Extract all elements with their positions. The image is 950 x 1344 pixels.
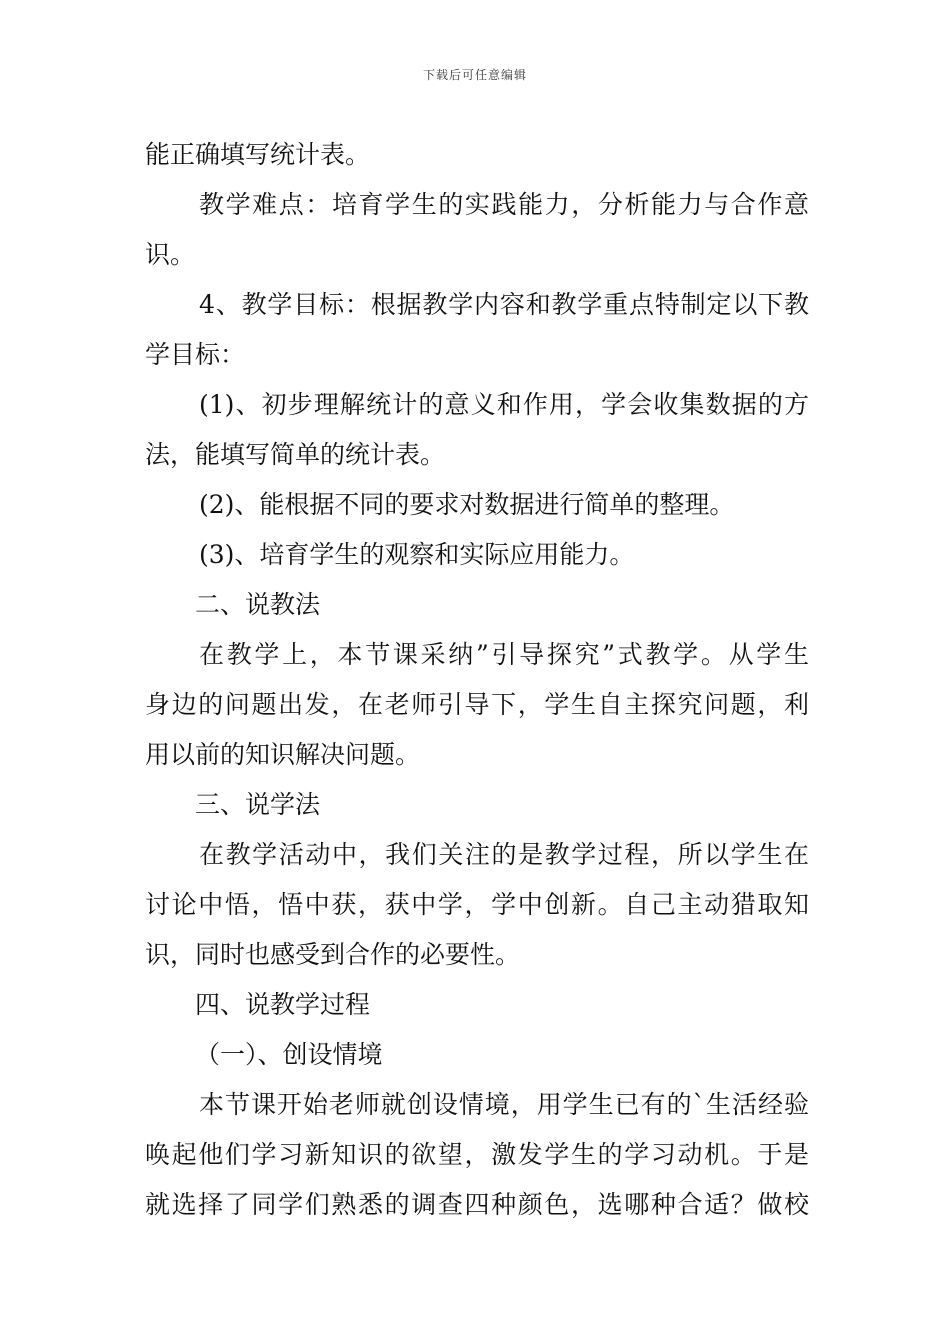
- body-line: 识，同时也感受到合作的必要性。: [145, 940, 521, 969]
- body-line: 唤起他们学习新知识的欲望，激发学生的学习动机。于是: [145, 1140, 809, 1169]
- section-heading: 二、说教法: [195, 590, 321, 619]
- section-heading: 三、说学法: [195, 790, 321, 819]
- body-line: 4、教学目标：根据教学内容和教学重点特制定以下教: [199, 290, 809, 319]
- body-line: 就选择了同学们熟悉的调查四种颜色，选哪种合适？做校: [145, 1190, 809, 1219]
- body-line: (1)、初步理解统计的意义和作用，学会收集数据的方: [199, 390, 809, 419]
- body-line: 能正确填写统计表。: [145, 140, 371, 169]
- body-line: 教学难点：培育学生的实践能力，分析能力与合作意: [199, 190, 809, 219]
- body-line: (2)、能根据不同的要求对数据进行简单的整理。: [199, 490, 735, 519]
- body-line: 讨论中悟，悟中获，获中学，学中创新。自己主动猎取知: [145, 890, 809, 919]
- body-line: 本节课开始老师就创设情境，用学生已有的`生活经验: [199, 1090, 809, 1119]
- body-line: 学目标：: [145, 340, 246, 369]
- body-line: 识。: [145, 240, 196, 269]
- page-header: 下载后可任意编辑: [422, 68, 527, 82]
- body-line: (3)、培育学生的观察和实际应用能力。: [199, 540, 635, 569]
- body-line: 在教学活动中，我们关注的是教学过程，所以学生在: [199, 840, 809, 869]
- section-heading: 四、说教学过程: [195, 990, 371, 1019]
- body-line: 在教学上，本节课采纳”引导探究”式教学。从学生: [199, 640, 809, 669]
- body-line: 用以前的知识解决问题。: [145, 740, 421, 769]
- document-body: [145, 130, 809, 1230]
- subsection-heading: （一）、创设情境: [195, 1040, 383, 1069]
- body-line: 法，能填写简单的统计表。: [145, 440, 446, 469]
- body-line: 身边的问题出发，在老师引导下，学生自主探究问题，利: [145, 690, 809, 719]
